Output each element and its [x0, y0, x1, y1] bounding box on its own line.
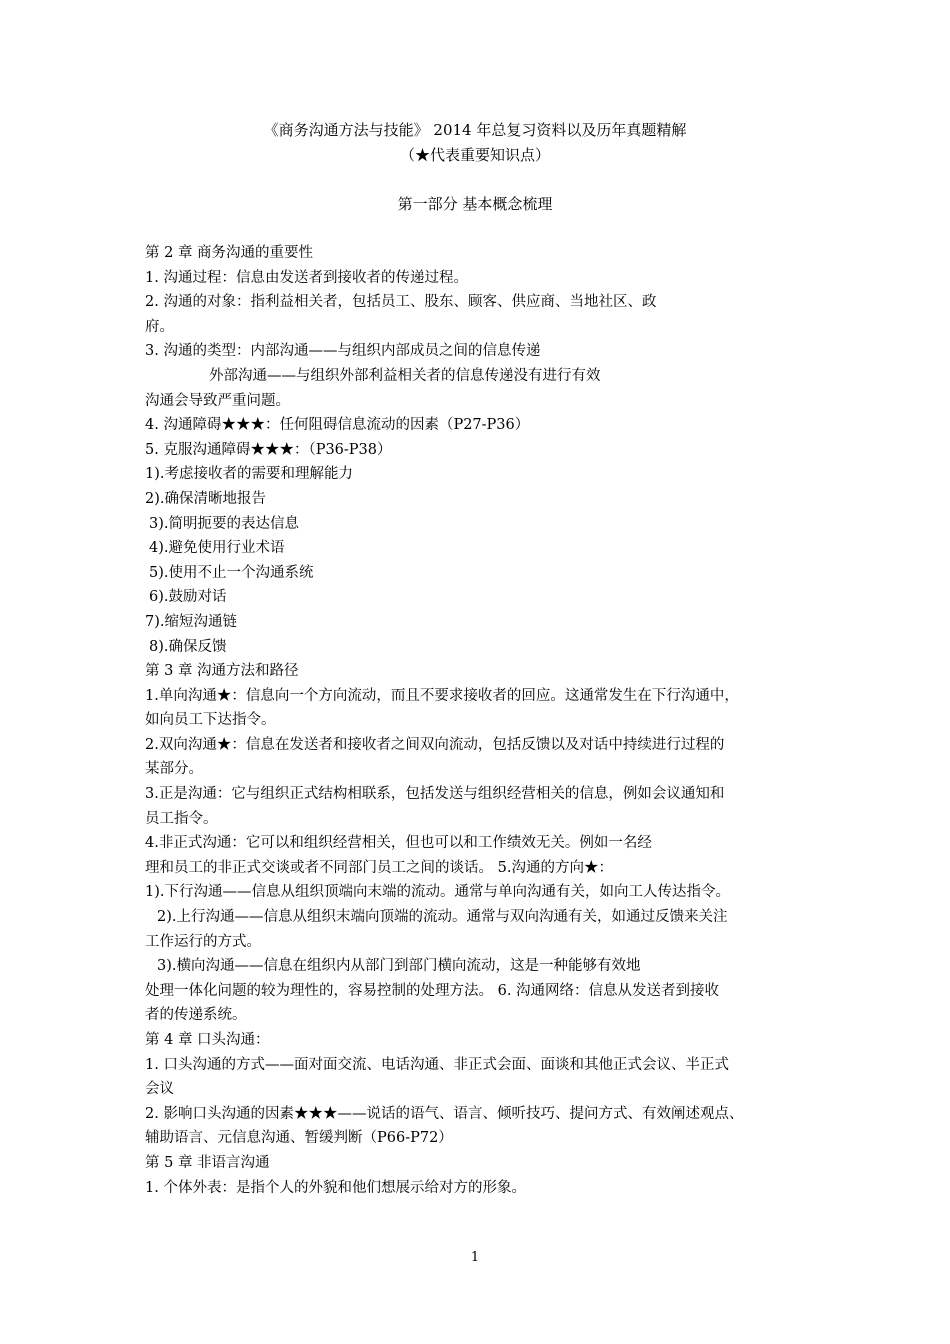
text-line: 某部分。	[145, 761, 203, 778]
list-item: 8).确保反馈	[149, 638, 227, 655]
list-item: 4).避免使用行业术语	[149, 540, 285, 557]
text-line: 1. 口头沟通的方式——面对面交流、电话沟通、非正式会面、面谈和其他正式会议、半正式	[145, 1056, 729, 1073]
text-line: 府。	[145, 318, 174, 335]
document-subtitle: （★代表重要知识点）	[399, 146, 550, 164]
text-line: 外部沟通——与组织外部利益相关者的信息传递没有进行有效	[209, 367, 601, 384]
list-item: 6).鼓励对话	[149, 589, 227, 606]
list-item: 2).确保清晰地报告	[145, 490, 266, 507]
list-item: 3).简明扼要的表达信息	[149, 515, 299, 532]
text-line: 1. 个体外表：是指个人的外貌和他们想展示给对方的形象。	[145, 1179, 526, 1196]
document-body	[145, 241, 810, 1200]
list-item: 3).横向沟通——信息在组织内从部门到部门横向流动，这是一种能够有效地	[157, 958, 641, 975]
text-line: 4.非正式沟通：它可以和组织经营相关，但也可以和工作绩效无关。例如一名经	[145, 835, 652, 852]
text-line: 1.单向沟通★：信息向一个方向流动，而且不要求接收者的回应。这通常发生在下行沟通中，	[145, 687, 739, 704]
document-title: 《商务沟通方法与技能》 2014 年总复习资料以及历年真题精解	[263, 121, 687, 139]
text-line: 3.正是沟通：它与组织正式结构相联系，包括发送与组织经营相关的信息，例如会议通知和	[145, 786, 725, 803]
text-line: 2. 沟通的对象：指利益相关者，包括员工、股东、顾客、供应商、当地社区、政	[145, 294, 657, 311]
list-item: 5).使用不止一个沟通系统	[149, 564, 314, 581]
text-line: 沟通会导致严重问题。	[145, 392, 290, 409]
page-number: 1	[470, 1250, 480, 1265]
list-item: 1).下行沟通——信息从组织顶端向末端的流动。通常与单向沟通有关，如向工人传达指令。	[145, 884, 730, 901]
text-line: 会议	[145, 1081, 174, 1098]
document-title-block	[0, 118, 950, 168]
text-line: 5. 克服沟通障碍★★★：（P36-P38）	[145, 441, 392, 458]
chapter-heading: 第 3 章 沟通方法和路径	[145, 663, 299, 680]
list-item: 1).考虑接收者的需要和理解能力	[145, 466, 353, 483]
list-item: 7).缩短沟通链	[145, 613, 237, 630]
text-line: 理和员工的非正式交谈或者不同部门员工之间的谈话。 5.沟通的方向★：	[145, 859, 613, 876]
chapter-heading: 第 4 章 口头沟通：	[145, 1032, 270, 1048]
text-line: 员工指令。	[145, 810, 218, 827]
text-line: 辅助语言、元信息沟通、暂缓判断（P66-P72）	[145, 1130, 453, 1147]
chapter-heading: 第 5 章 非语言沟通	[145, 1154, 270, 1171]
text-line: 1. 沟通过程：信息由发送者到接收者的传递过程。	[145, 269, 468, 286]
text-line: 如向员工下达指令。	[145, 712, 276, 729]
part-heading: 第一部分 基本概念梳理	[397, 195, 553, 213]
list-item: 2).上行沟通——信息从组织末端向顶端的流动。通常与双向沟通有关，如通过反馈来关注	[157, 909, 728, 926]
text-line: 2. 影响口头沟通的因素★★★——说话的语气、语言、倾听技巧、提问方式、有效阐述观点、	[145, 1105, 744, 1122]
text-line: 者的传递系统。	[145, 1007, 247, 1024]
text-line: 4. 沟通障碍★★★：任何阻碍信息流动的因素（P27-P36）	[145, 417, 530, 434]
text-line: 工作运行的方式。	[145, 933, 261, 950]
text-line: 3. 沟通的类型：内部沟通——与组织内部成员之间的信息传递	[145, 343, 541, 360]
text-line: 处理一体化问题的较为理性的，容易控制的处理方法。 6. 沟通网络：信息从发送者到接收	[145, 982, 720, 999]
chapter-heading: 第 2 章 商务沟通的重要性	[145, 245, 314, 261]
text-line: 2.双向沟通★：信息在发送者和接收者之间双向流动，包括反馈以及对话中持续进行过程的	[145, 736, 725, 753]
